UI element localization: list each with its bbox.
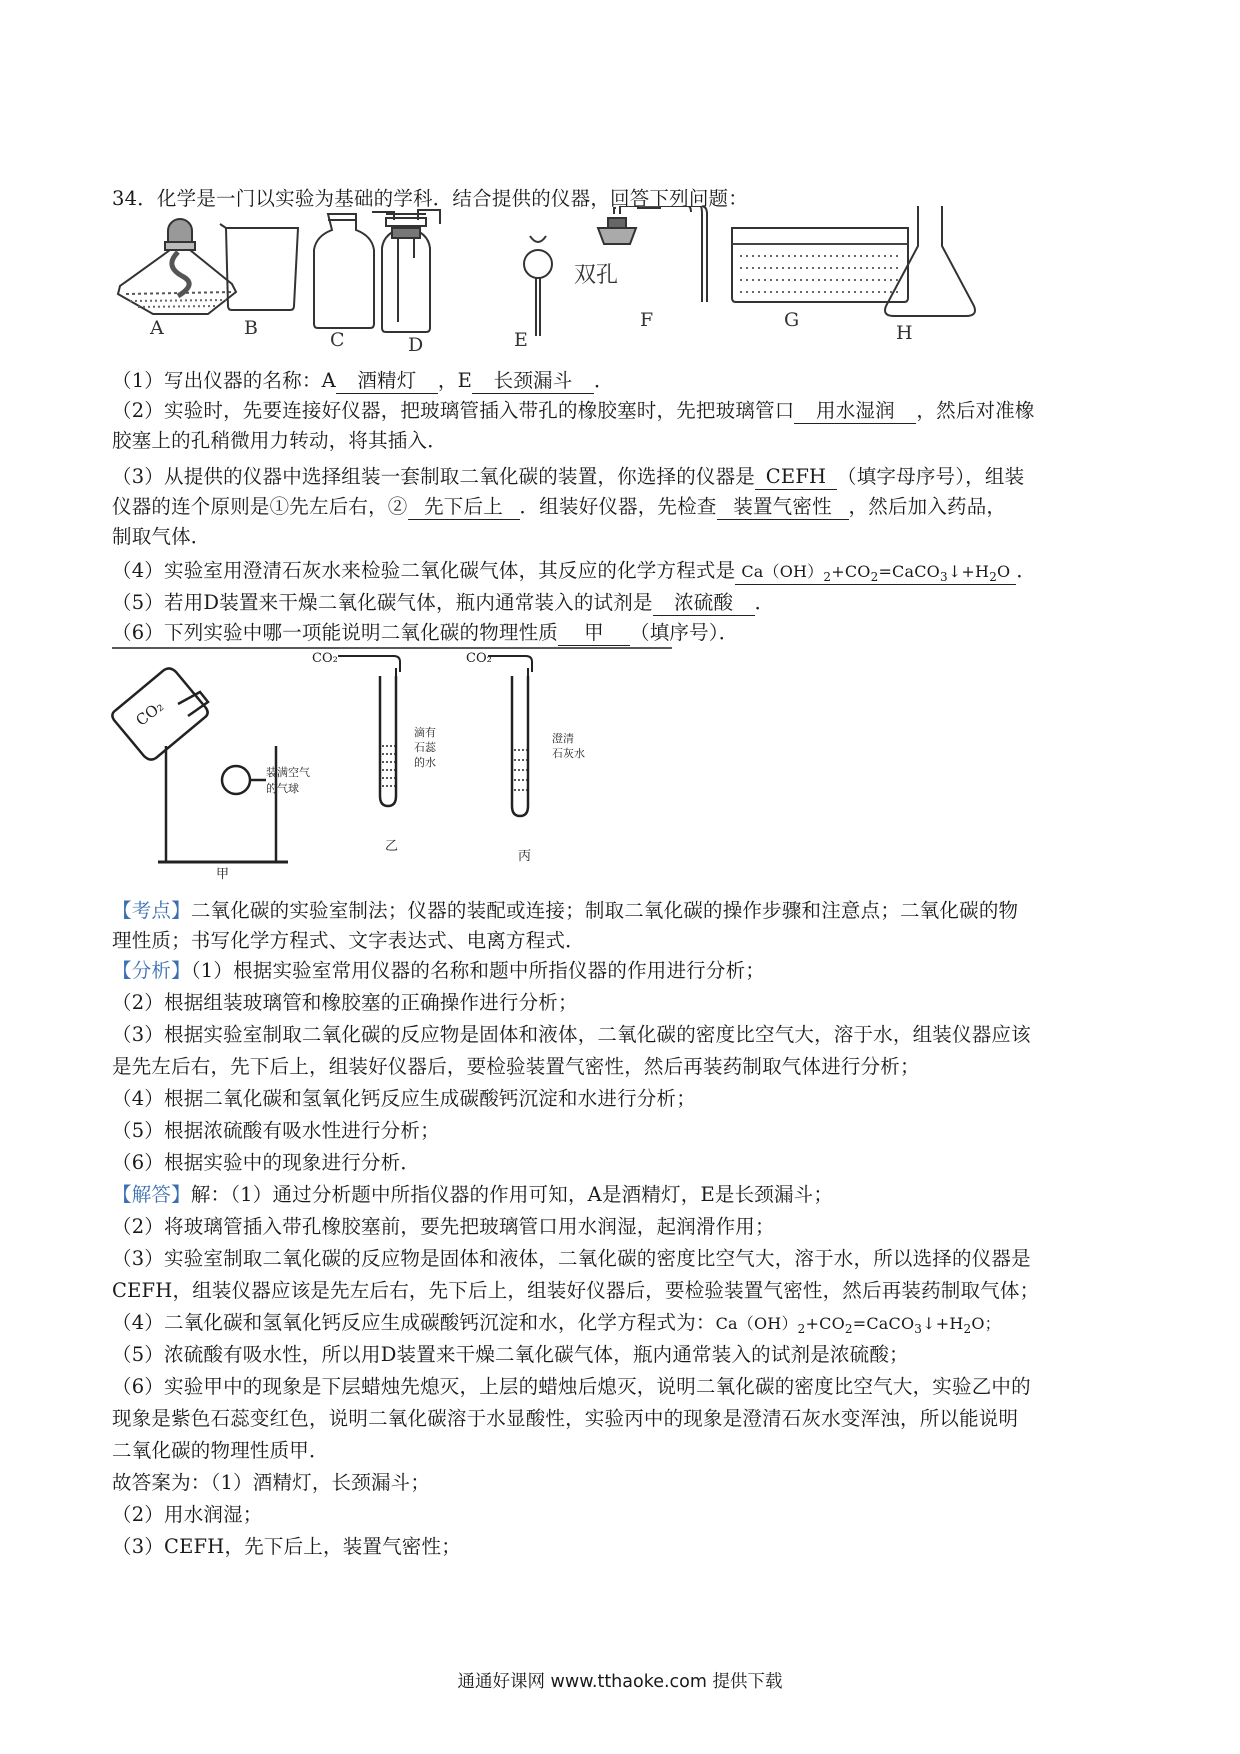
jieda-line-2: （2）将玻璃管插入带孔橡胶塞前，要先把玻璃管口用水润湿，起润滑作用；	[112, 1215, 775, 1238]
jieda-line-5: （5）浓硫酸有吸水性，所以用D装置来干燥二氧化碳气体，瓶内通常装入的试剂是浓硫酸；	[112, 1343, 909, 1366]
q5-prefix: （5）若用D装置来干燥二氧化碳气体，瓶内通常装入的试剂是	[112, 591, 653, 614]
eq-part: Ca（OH）	[715, 1314, 798, 1333]
label-h: H	[896, 322, 913, 344]
q1-suffix: ．	[594, 369, 614, 392]
apparatus-svg	[108, 206, 978, 351]
q3-suffix1: （填字母序号），组装	[837, 465, 1025, 488]
eq-part: Ca（OH）	[741, 562, 824, 581]
stopper-label: 双孔	[574, 263, 619, 288]
q2-suffix: ，然后对准橡	[916, 399, 1035, 422]
fenxi-line-4: （4）根据二氧化碳和氢氧化钙反应生成碳酸钙沉淀和水进行分析；	[112, 1087, 696, 1110]
jieda-4-equation	[715, 1314, 1001, 1337]
eq-sub: 3	[939, 570, 948, 585]
q1-prefix: （1）写出仪器的名称：A	[112, 369, 336, 392]
label-e: E	[514, 329, 528, 351]
q6-prefix: （6）下列实验中哪一项能说明二氧化碳的物理性质	[112, 621, 559, 644]
answer-blank-q6: 甲	[558, 621, 630, 646]
kaodian-line-2: 理性质；书写化学方程式、文字表达式、电离方程式．	[112, 929, 585, 952]
kaodian-line-1	[112, 896, 1130, 926]
eq-sub: 2	[989, 570, 998, 585]
page-footer: 通通好课网 www.tthaoke.com 提供下载	[457, 1672, 783, 1692]
experiments-figure	[108, 650, 668, 880]
jieda-4-prefix: （4）二氧化碳和氢氧化钙反应生成碳酸钙沉淀和水，化学方程式为：	[112, 1311, 716, 1334]
eq-part: =CaCO	[852, 1314, 915, 1333]
litmus-note-3: 的水	[414, 756, 436, 769]
label-f: F	[640, 309, 654, 331]
q2-prefix: （2）实验时，先要连接好仪器，把玻璃管插入带孔的橡胶塞时，先把玻璃管口	[112, 399, 795, 422]
conical-flask-icon	[885, 206, 975, 316]
experiment-yi	[332, 650, 400, 806]
q3-line2-prefix: 仪器的连个原则是①先左后右，②	[112, 495, 408, 518]
balloon-note-1: 装满空气	[266, 766, 310, 779]
eq-sub: 2	[963, 1322, 972, 1337]
answer-blank-q2: 用水湿润	[794, 399, 916, 424]
co2-arrow-label-2: CO₂	[466, 651, 492, 666]
limewater-note-1: 澄清	[552, 732, 574, 745]
eq-part: O	[997, 562, 1011, 581]
jieda-line-6b: 现象是紫色石蕊变红色，说明二氧化碳溶于水显酸性，实验丙中的现象是澄清石灰水变浑浊，所以能说明	[112, 1407, 1019, 1430]
apparatus-figure	[108, 206, 978, 351]
fenxi-line-5: （5）根据浓硫酸有吸水性进行分析；	[112, 1119, 440, 1142]
label-a: A	[150, 317, 164, 339]
label-g: G	[784, 309, 800, 331]
answer-blank-e: 长颈漏斗	[472, 369, 594, 394]
eq-part: ↓+H	[922, 1314, 964, 1333]
eq-part: ↓+H	[947, 562, 990, 581]
jieda-text-1: 解：（1）通过分析题中所指仪器的作用可知，A是酒精灯，E是长颈漏斗；	[190, 1183, 834, 1206]
jieda-line-1	[112, 1180, 1130, 1210]
question-3	[112, 462, 1130, 492]
fenxi-text-1: （1）根据实验室常用仪器的名称和题中所指仪器的作用进行分析；	[190, 959, 765, 982]
gas-washing-bottle-icon	[372, 210, 440, 332]
answer-blank-q3-2: 先下后上	[408, 495, 520, 520]
question-3-line2	[112, 492, 1130, 522]
question-4	[112, 556, 1130, 586]
answer-3: （3）CEFH，先下后上，装置气密性；	[112, 1535, 461, 1558]
q4-suffix: ．	[1016, 559, 1037, 582]
jieda-line-6c: 二氧化碳的物理性质甲．	[112, 1439, 329, 1462]
jieda-tag: 【解答】	[112, 1183, 191, 1206]
answer-head: 故答案为：（1）酒精灯，长颈漏斗；	[112, 1471, 431, 1494]
label-c: C	[330, 329, 345, 351]
limewater-note-2: 石灰水	[552, 747, 585, 760]
q4-prefix: （4）实验室用澄清石灰水来检验二氧化碳气体，其反应的化学方程式是	[112, 559, 736, 582]
q5-suffix: ．	[754, 591, 775, 614]
co2-arrow-label-1: CO₂	[312, 651, 338, 666]
question-title: 34．化学是一门以实验为基础的学科．结合提供的仪器，回答下列问题：	[112, 187, 748, 210]
fenxi-line-3a: （3）根据实验室制取二氧化碳的反应物是固体和液体，二氧化碳的密度比空气大，溶于水，组装仪器应该	[112, 1023, 1031, 1046]
fenxi-line-6: （6）根据实验中的现象进行分析．	[112, 1151, 421, 1174]
eq-part: =CaCO	[878, 562, 940, 581]
question-2-line2: 胶塞上的孔稍微用力转动，将其插入．	[112, 429, 447, 452]
eq-sub: 3	[914, 1322, 923, 1337]
eq-part: +CO	[831, 562, 871, 581]
balloon-note-2: 的气球	[266, 782, 299, 795]
experiments-svg	[108, 650, 668, 880]
q3-prefix: （3）从提供的仪器中选择组装一套制取二氧化碳的装置，你选择的仪器是	[112, 465, 756, 488]
q3-line2-suffix: ，然后加入药品，	[848, 495, 1007, 518]
kaodian-tag: 【考点】	[112, 899, 191, 922]
eq-part: +CO	[805, 1314, 845, 1333]
eq-sub: 2	[844, 1322, 853, 1337]
label-d: D	[408, 334, 424, 351]
litmus-note-1: 滴有	[414, 726, 436, 739]
water-trough-icon	[732, 228, 908, 302]
jieda-line-3b: CEFH，组装仪器应该是先左后右，先下后上，组装好仪器后，要检验装置气密性，然后再装药制取气体；	[112, 1279, 1040, 1302]
fenxi-line-3b: 是先左后右，先下后上，组装好仪器后，要检验装置气密性，然后再装药制取气体进行分析；	[112, 1055, 920, 1078]
kaodian-text-1: 二氧化碳的实验室制法；仪器的装配或连接；制取二氧化碳的操作步骤和注意点；二氧化碳的物	[190, 899, 1019, 922]
jieda-line-6a: （6）实验甲中的现象是下层蜡烛先熄灭，上层的蜡烛后熄灭，说明二氧化碳的密度比空气大，实验乙中的	[112, 1375, 1031, 1398]
co2-bottle-label: CO₂	[132, 697, 167, 730]
fenxi-line-1	[112, 956, 1130, 986]
q1-mid: ，E	[437, 369, 473, 392]
eq-sub: 2	[870, 570, 879, 585]
answer-2: （2）用水润湿；	[112, 1503, 263, 1526]
answer-blank-q3-1: CEFH	[755, 465, 837, 490]
fenxi-line-2: （2）根据组装玻璃管和橡胶塞的正确操作进行分析；	[112, 991, 578, 1014]
yi-label: 乙	[385, 839, 399, 854]
eq-sub: 2	[823, 570, 832, 585]
eq-sub: 2	[797, 1322, 806, 1337]
litmus-note-2: 石蕊	[414, 741, 436, 754]
q6-suffix: （填序号）．	[630, 621, 739, 644]
fenxi-tag: 【分析】	[112, 959, 191, 982]
jieda-line-4	[112, 1308, 1130, 1339]
reagent-bottle-icon	[314, 214, 374, 328]
jieda-line-3a: （3）实验室制取二氧化碳的反应物是固体和液体，二氧化碳的密度比空气大，溶于水，所以选择的仪器是	[112, 1247, 1031, 1270]
answer-blank-a: 酒精灯	[336, 369, 438, 394]
answer-blank-q5: 浓硫酸	[653, 591, 755, 616]
question-5	[112, 588, 1130, 618]
experiment-bing	[488, 656, 532, 816]
experiment-jia	[112, 668, 288, 862]
question-2	[112, 396, 1130, 426]
question-6	[112, 618, 1130, 648]
jia-label: 甲	[216, 867, 230, 880]
beaker-icon	[226, 228, 298, 310]
answer-blank-q4	[735, 560, 1016, 585]
bing-label: 丙	[518, 849, 532, 864]
alcohol-lamp-icon	[118, 219, 236, 314]
label-b: B	[244, 317, 258, 339]
question-3-line3: 制取气体．	[112, 525, 211, 548]
answer-blank-q3-3: 装置气密性	[717, 495, 849, 520]
long-neck-funnel-icon	[524, 236, 552, 336]
eq-part: O；	[971, 1314, 1001, 1333]
question-1	[112, 366, 1130, 396]
q3-line2-mid: ．组装好仪器，先检查	[519, 495, 717, 518]
